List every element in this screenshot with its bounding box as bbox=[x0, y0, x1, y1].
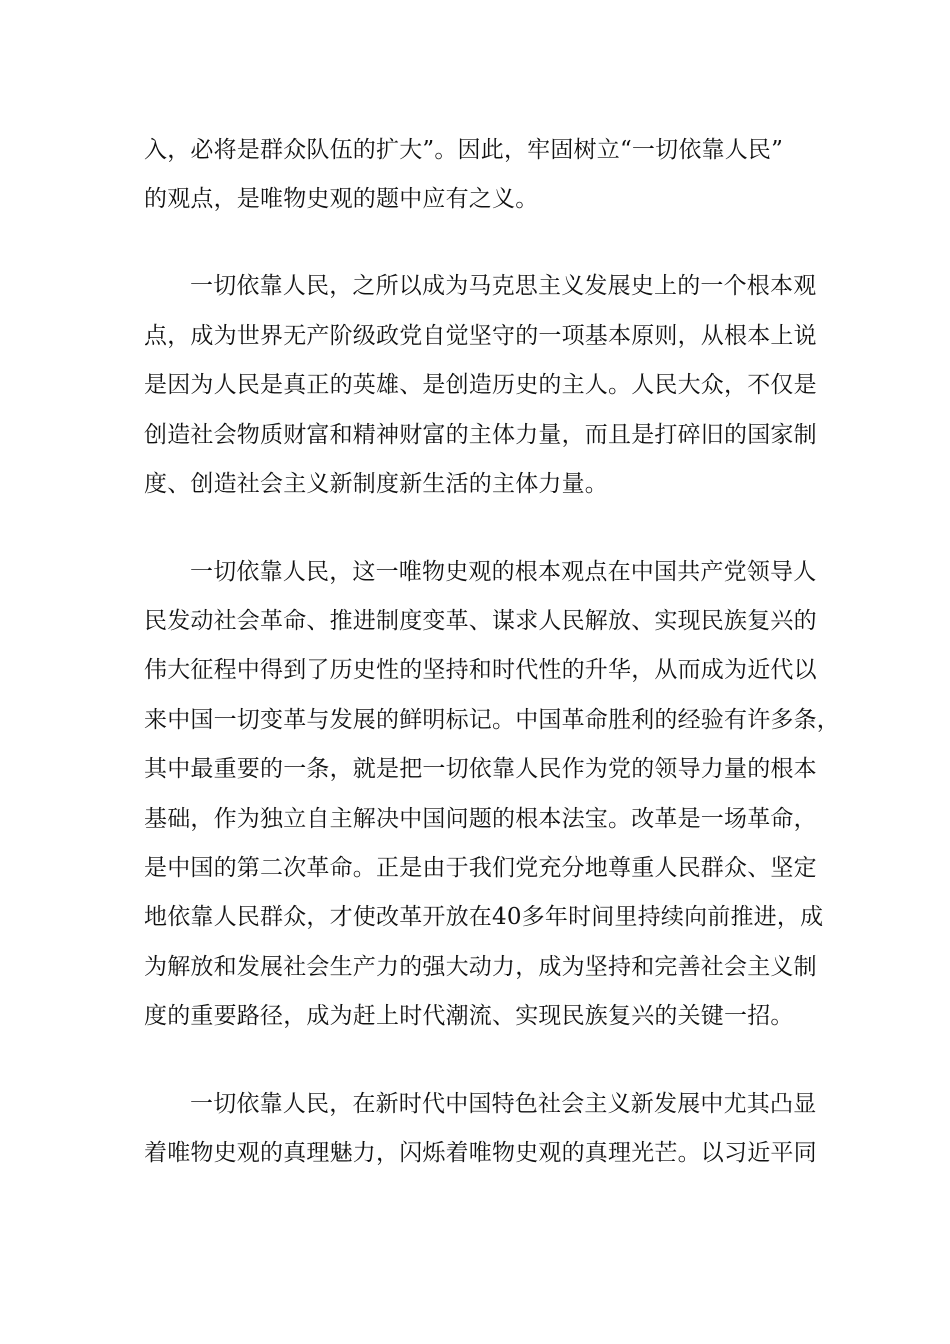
paragraph-1-line-2: 的观点，是唯物史观的题中应有之义。 bbox=[144, 186, 539, 212]
paragraph-3-line-3: 伟大征程中得到了历史性的坚持和时代性的升华，从而成为近代以 bbox=[144, 657, 817, 683]
paragraph-4-line-1: 一切依靠人民，在新时代中国特色社会主义新发展中尤其凸显 bbox=[190, 1091, 817, 1117]
paragraph-1-line-1: 入，必将是群众队伍的扩大”。因此，牢固树立“一切依靠人民” bbox=[144, 137, 784, 163]
paragraph-2-line-1: 一切依靠人民，之所以成为马克思主义发展史上的一个根本观 bbox=[190, 273, 817, 299]
paragraph-3-line-9: 为解放和发展社会生产力的强大动力，成为坚持和完善社会主义制 bbox=[144, 954, 817, 980]
paragraph-2-line-4: 创造社会物质财富和精神财富的主体力量，而且是打碎旧的国家制 bbox=[144, 422, 817, 448]
paragraph-3-line-7: 是中国的第二次革命。正是由于我们党充分地尊重人民群众、坚定 bbox=[144, 855, 817, 881]
paragraph-3-line-4: 来中国一切变革与发展的鲜明标记。中国革命胜利的经验有许多条， bbox=[144, 707, 840, 733]
paragraph-3-line-5: 其中最重要的一条，就是把一切依靠人民作为党的领导力量的根本 bbox=[144, 756, 817, 782]
paragraph-3-line-10: 度的重要路径，成为赶上时代潮流、实现民族复兴的关键一招。 bbox=[144, 1003, 794, 1029]
paragraph-3-line-6: 基础，作为独立自主解决中国问题的根本法宝。改革是一场革命， bbox=[144, 806, 817, 832]
paragraph-3-line-8: 地依靠人民群众，才使改革开放在40多年时间里持续向前推进，成 bbox=[144, 904, 824, 930]
paragraph-2-line-5: 度、创造社会主义新制度新生活的主体力量。 bbox=[144, 471, 608, 497]
paragraph-4-line-2: 着唯物史观的真理魅力，闪烁着唯物史观的真理光芒。以习近平同 bbox=[144, 1140, 817, 1166]
paragraph-3-line-2: 民发动社会革命、推进制度变革、谋求人民解放、实现民族复兴的 bbox=[144, 608, 817, 634]
paragraph-3-line-1: 一切依靠人民，这一唯物史观的根本观点在中国共产党领导人 bbox=[190, 559, 817, 585]
paragraph-2-line-2: 点，成为世界无产阶级政党自觉坚守的一项基本原则，从根本上说 bbox=[144, 323, 817, 349]
paragraph-2-line-3: 是因为人民是真正的英雄、是创造历史的主人。人民大众，不仅是 bbox=[144, 372, 817, 398]
